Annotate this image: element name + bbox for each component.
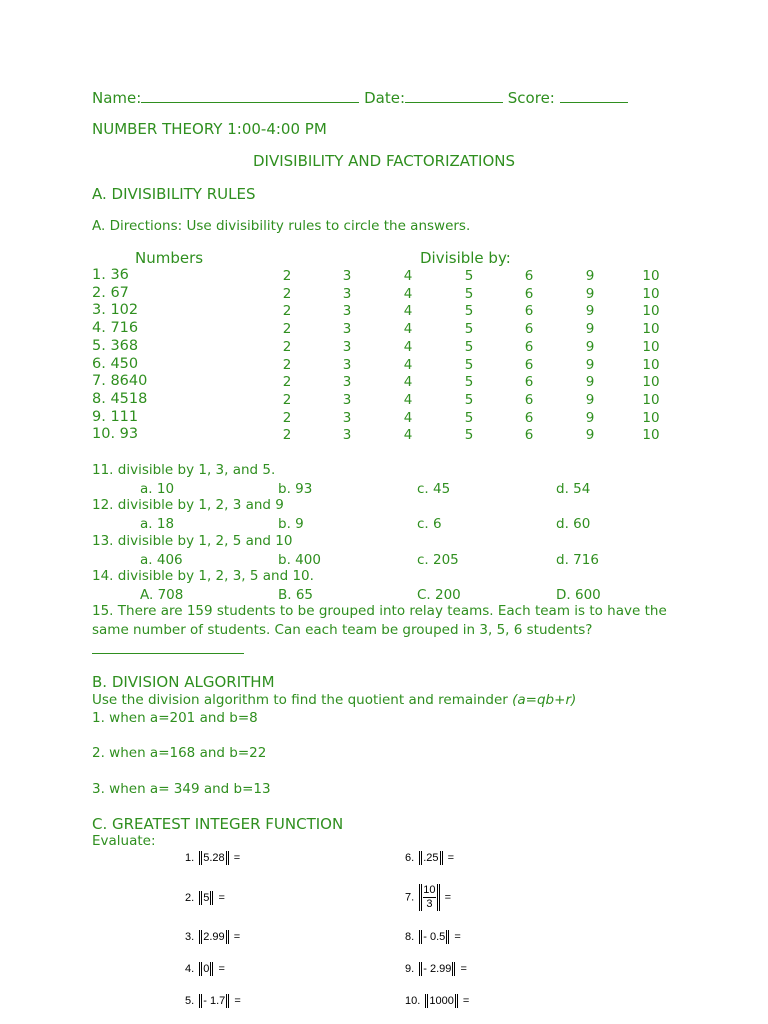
divisor-option[interactable]: 4	[403, 427, 413, 444]
mcq-question: 14. divisible by 1, 2, 3, 5 and 10.	[92, 567, 314, 584]
gif-item-3: 3. 2.99 =	[185, 931, 241, 943]
divisor-option[interactable]: 3	[342, 268, 352, 284]
gif-item-5: 5. - 1.7 =	[185, 995, 241, 1007]
score-label: Score:	[507, 89, 555, 107]
section-a-heading: A. DIVISIBILITY RULES	[92, 185, 256, 203]
divisor-option[interactable]: 4	[403, 391, 413, 408]
divisor-option[interactable]: 3	[342, 321, 352, 338]
mcq-question: 13. divisible by 1, 2, 5 and 10	[92, 532, 293, 549]
divisor-option[interactable]: 10	[642, 321, 660, 338]
section-c-heading: C. GREATEST INTEGER FUNCTION	[92, 815, 344, 833]
floor-bracket: 2.99	[199, 930, 228, 944]
name-label: Name:	[92, 89, 142, 107]
section-a-directions: A. Directions: Use divisibility rules to circle the answers.	[92, 218, 471, 234]
table-row-number: 6. 450	[92, 355, 139, 372]
mcq-option[interactable]: b. 400	[278, 551, 321, 568]
divisor-option[interactable]: 5	[464, 391, 474, 408]
divisor-option[interactable]: 6	[524, 356, 534, 373]
mcq-question: 11. divisible by 1, 3, and 5.	[92, 462, 276, 478]
divisor-option[interactable]: 2	[282, 285, 292, 302]
divisor-option[interactable]: 6	[524, 427, 534, 444]
divisor-option[interactable]: 6	[524, 268, 534, 284]
divisor-option[interactable]: 2	[282, 321, 292, 338]
floor-bracket: 5	[199, 891, 213, 905]
floor-bracket: 5.28	[199, 851, 228, 865]
fraction: $\frac{10}{3}$	[423, 884, 436, 910]
gif-item-8: 8. - 0.5 =	[405, 931, 461, 943]
divisor-option[interactable]: 4	[403, 321, 413, 338]
divisor-option[interactable]: 6	[524, 321, 534, 338]
gif-item-1: 1. 5.28 =	[185, 852, 241, 864]
divisor-option[interactable]: 10	[642, 338, 660, 355]
divisor-option[interactable]: 2	[282, 391, 292, 408]
division-item-3: 3. when a= 349 and b=13	[92, 781, 271, 797]
division-item-1: 1. when a=201 and b=8	[92, 710, 258, 726]
divisor-option[interactable]: 6	[524, 409, 534, 426]
divisor-option[interactable]: 10	[642, 268, 660, 284]
divisible-column-header: Divisible by:	[420, 249, 511, 267]
divisor-option[interactable]: 9	[585, 338, 595, 355]
mcq-option[interactable]: d. 54	[556, 481, 591, 497]
divisor-option[interactable]: 2	[282, 409, 292, 426]
divisor-option[interactable]: 3	[342, 409, 352, 426]
table-row-number: 9. 111	[92, 408, 139, 425]
divisor-option[interactable]: 4	[403, 338, 413, 355]
gif-item-10: 10. 1000 =	[405, 995, 470, 1007]
table-row-number: 4. 716	[92, 320, 139, 337]
mcq-option[interactable]: A. 708	[140, 586, 184, 603]
divisor-option[interactable]: 6	[524, 338, 534, 355]
divisor-option[interactable]: 5	[464, 409, 474, 426]
divisor-option[interactable]: 5	[464, 303, 474, 320]
divisor-option[interactable]: 4	[403, 374, 413, 391]
divisor-option[interactable]: 2	[282, 427, 292, 444]
divisor-option[interactable]: 3	[342, 285, 352, 302]
mcq-option[interactable]: a. 18	[140, 516, 175, 533]
floor-bracket: - 1.7	[199, 994, 229, 1008]
mcq-option[interactable]: c. 205	[417, 551, 459, 568]
divisor-option[interactable]: 9	[585, 268, 595, 284]
table-row-number: 1. 36	[92, 267, 129, 283]
evaluate-label: Evaluate:	[92, 833, 156, 849]
divisor-option[interactable]: 2	[282, 338, 292, 355]
divisor-option[interactable]: 9	[585, 391, 595, 408]
gif-item-2: 2. 5 =	[185, 892, 225, 904]
divisor-option[interactable]: 5	[464, 338, 474, 355]
date-blank[interactable]	[405, 88, 503, 103]
mcq-option[interactable]: B. 65	[278, 586, 314, 603]
gif-item-4: 4. 0 =	[185, 963, 225, 975]
page-title: DIVISIBILITY AND FACTORIZATIONS	[252, 152, 516, 170]
divisor-option[interactable]: 5	[464, 356, 474, 373]
divisor-option[interactable]: 5	[464, 374, 474, 391]
divisor-option[interactable]: 9	[585, 285, 595, 302]
mcq-option[interactable]: b. 9	[278, 516, 304, 533]
course-title: NUMBER THEORY 1:00-4:00 PM	[92, 120, 327, 138]
divisor-option[interactable]: 4	[403, 409, 413, 426]
divisor-option[interactable]: 10	[642, 391, 660, 408]
divisor-option[interactable]: 2	[282, 268, 292, 284]
floor-bracket: 1000	[425, 994, 457, 1008]
divisor-option[interactable]: 6	[524, 303, 534, 320]
divisor-option[interactable]: 3	[342, 356, 352, 373]
divisor-option[interactable]: 10	[642, 374, 660, 391]
question-15-line1: 15. There are 159 students to be grouped into relay teams. Each team is to have the	[92, 603, 667, 619]
floor-bracket: - 0.5	[419, 930, 449, 944]
divisor-option[interactable]: 10	[642, 409, 660, 426]
divisor-option[interactable]: 5	[464, 268, 474, 284]
divisor-option[interactable]: 4	[403, 268, 413, 284]
divisor-option[interactable]: 2	[282, 356, 292, 373]
mcq-question: 12. divisible by 1, 2, 3 and 9	[92, 497, 284, 514]
divisor-option[interactable]: 6	[524, 391, 534, 408]
header-line	[92, 88, 628, 107]
divisor-option[interactable]: 10	[642, 427, 660, 444]
date-label: Date:	[364, 89, 405, 107]
divisor-option[interactable]: 9	[585, 303, 595, 320]
gif-item-7: 7. $\frac{10}{3}$ =	[405, 884, 451, 910]
mcq-option[interactable]: c. 45	[417, 481, 451, 497]
numbers-column-header: Numbers	[135, 249, 204, 267]
divisor-option[interactable]: 9	[585, 374, 595, 391]
table-row-number: 10. 93	[92, 426, 139, 443]
divisor-option[interactable]: 10	[642, 356, 660, 373]
floor-bracket: 0	[199, 962, 213, 976]
mcq-option[interactable]: a. 406	[140, 551, 183, 568]
mcq-option[interactable]: C. 200	[417, 586, 461, 603]
floor-bracket: .25	[419, 851, 442, 865]
divisor-option[interactable]: 3	[342, 303, 352, 320]
divisor-option[interactable]: 3	[342, 427, 352, 444]
divisor-option[interactable]: 2	[282, 374, 292, 391]
question-15-line2: same number of students. Can each team be grouped in 3, 5, 6 students?	[92, 622, 593, 638]
mcq-option[interactable]: D. 600	[556, 586, 601, 603]
answer-15-blank[interactable]	[92, 641, 244, 654]
divisor-option[interactable]: 5	[464, 427, 474, 444]
mcq-option[interactable]: c. 6	[417, 516, 442, 533]
mcq-option[interactable]: d. 716	[556, 551, 599, 568]
divisor-option[interactable]: 9	[585, 321, 595, 338]
divisor-option[interactable]: 4	[403, 356, 413, 373]
table-row-number: 3. 102	[92, 302, 139, 319]
section-b-heading: B. DIVISION ALGORITHM	[92, 673, 275, 691]
divisor-option[interactable]: 10	[642, 303, 660, 320]
divisor-option[interactable]: 3	[342, 374, 352, 391]
divisor-option[interactable]: 9	[585, 409, 595, 426]
divisor-option[interactable]: 2	[282, 303, 292, 320]
divisor-option[interactable]: 10	[642, 285, 660, 302]
gif-item-6: 6. .25 =	[405, 852, 455, 864]
divisor-option[interactable]: 5	[464, 321, 474, 338]
divisor-option[interactable]: 3	[342, 391, 352, 408]
table-row-number: 2. 67	[92, 284, 129, 301]
divisor-option[interactable]: 9	[585, 356, 595, 373]
table-row-number: 8. 4518	[92, 390, 148, 407]
instruction-text: Use the division algorithm to find the quotient and remainder	[92, 692, 508, 708]
mcq-option[interactable]: a. 10	[140, 481, 175, 497]
formula: (a=qb+r)	[512, 692, 577, 708]
mcq-option[interactable]: b. 93	[278, 481, 313, 497]
divisor-option[interactable]: 6	[524, 285, 534, 302]
floor-bracket: - 2.99	[419, 962, 455, 976]
score-blank[interactable]	[560, 88, 628, 103]
divisor-option[interactable]: 6	[524, 374, 534, 391]
division-item-2: 2. when a=168 and b=22	[92, 745, 267, 761]
name-blank[interactable]	[141, 88, 359, 103]
table-row-number: 5. 368	[92, 337, 139, 354]
floor-bracket	[419, 884, 439, 911]
mcq-option[interactable]: d. 60	[556, 516, 591, 533]
divisor-option[interactable]: 4	[403, 303, 413, 320]
section-b-instruction	[92, 692, 576, 708]
divisor-option[interactable]: 4	[403, 285, 413, 302]
divisor-option[interactable]: 5	[464, 285, 474, 302]
gif-item-9: 9. - 2.99 =	[405, 963, 467, 975]
table-row-number: 7. 8640	[92, 373, 148, 390]
divisor-option[interactable]: 3	[342, 338, 352, 355]
divisor-option[interactable]: 9	[585, 427, 595, 444]
